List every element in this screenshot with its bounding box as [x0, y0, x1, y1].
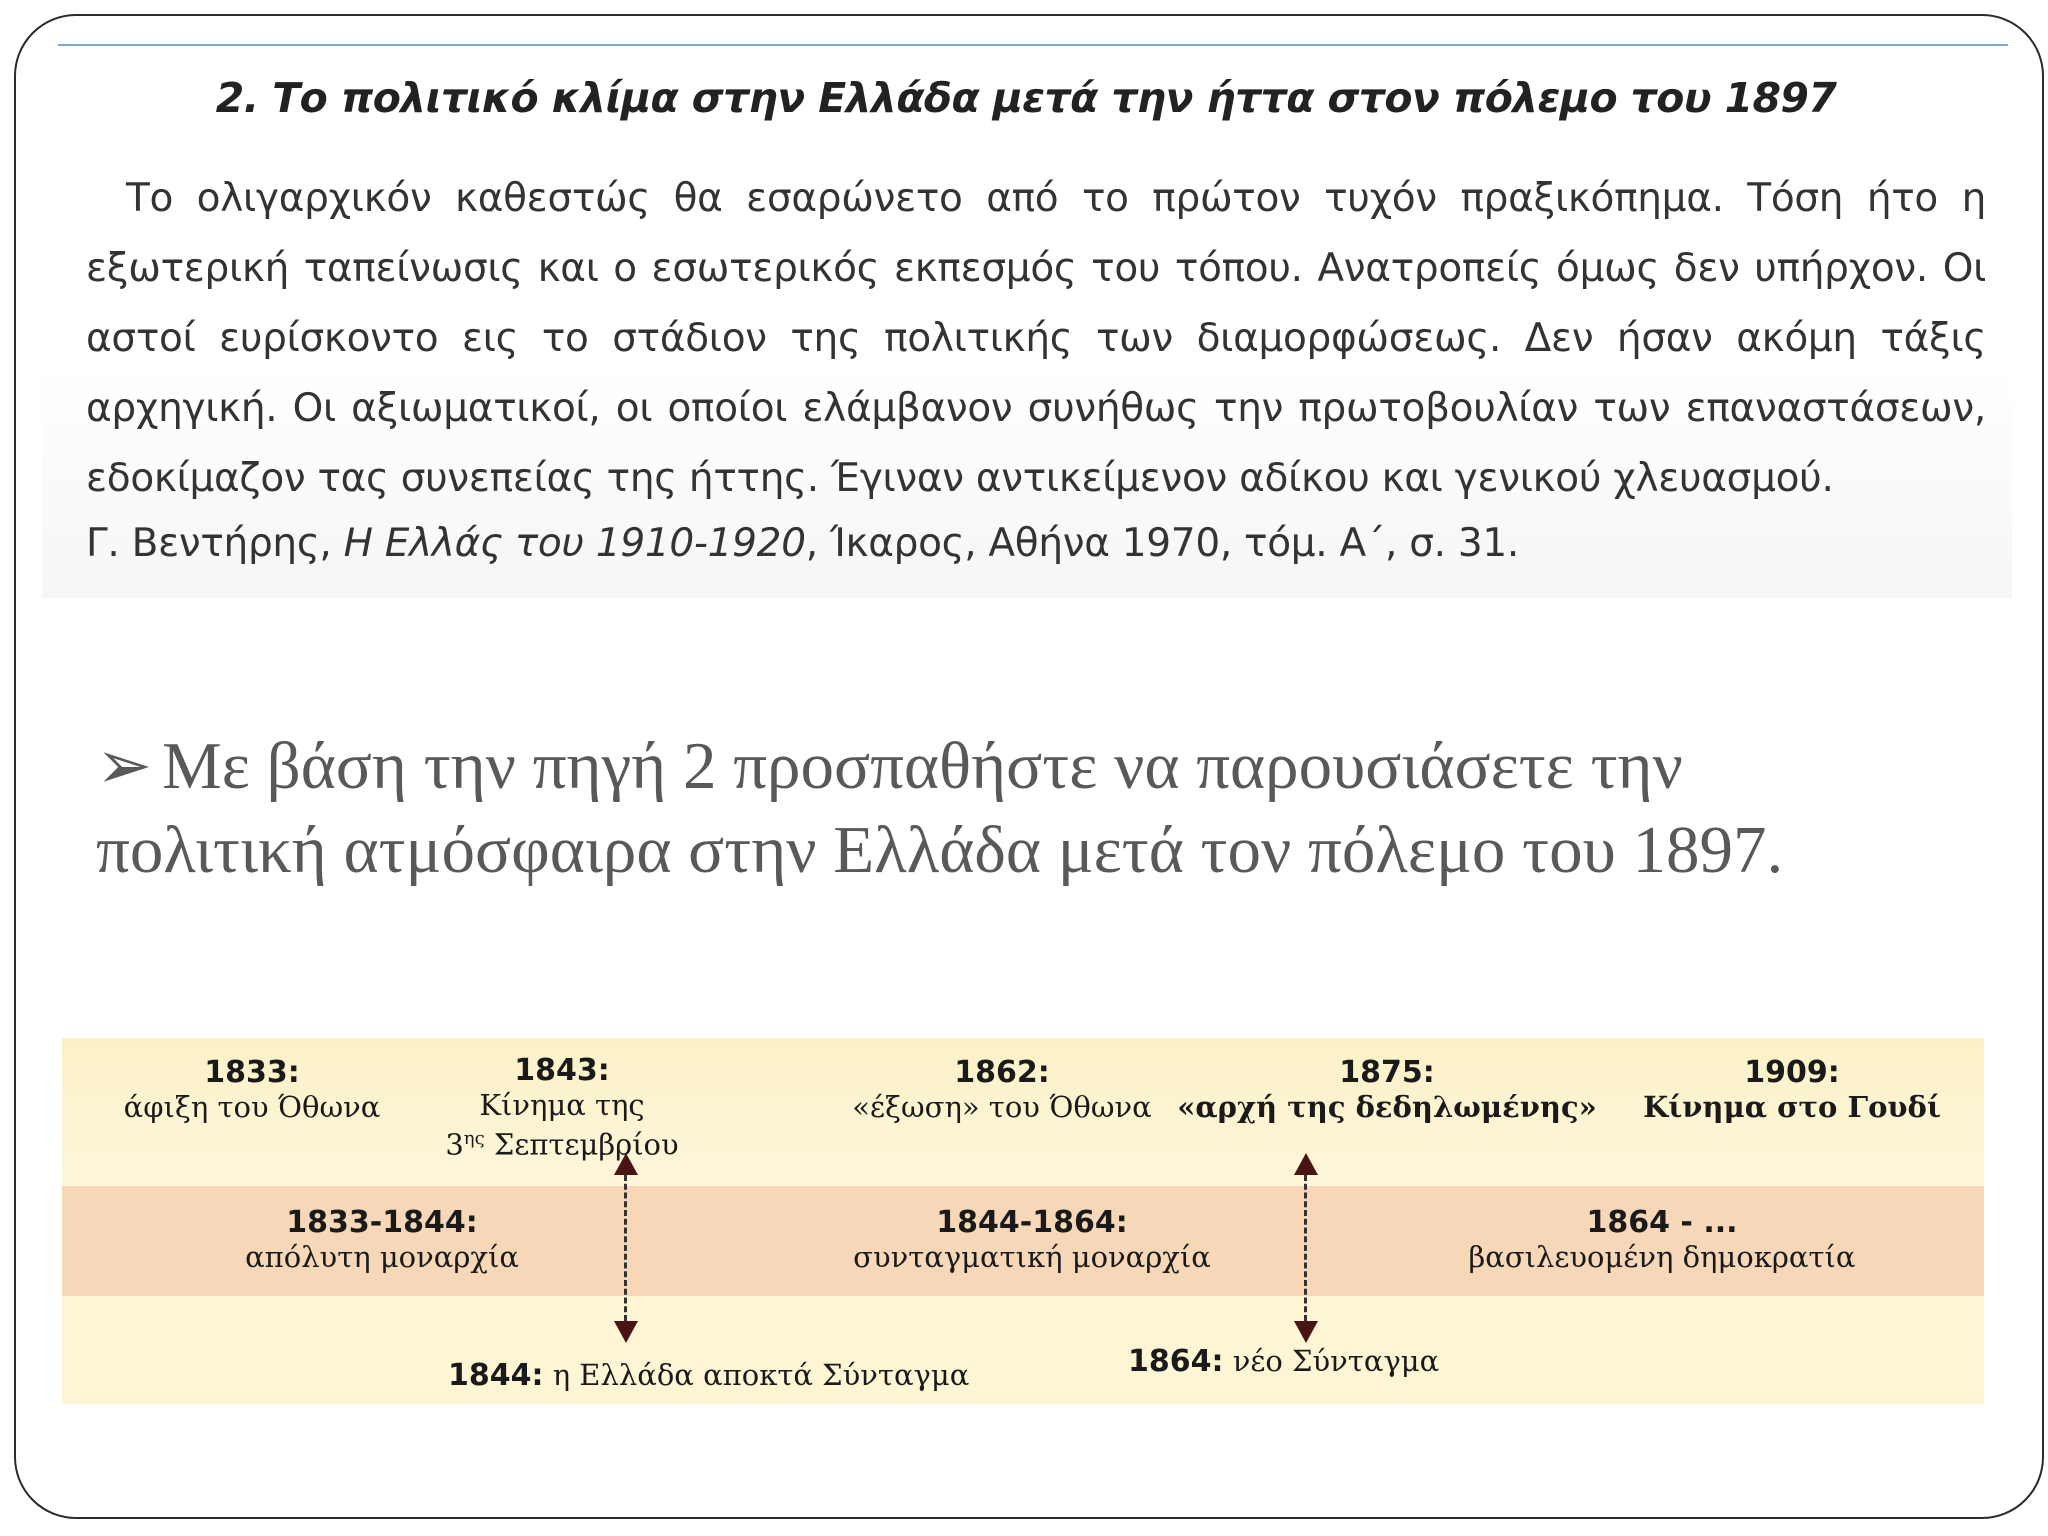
timeline-period-constitutional-monarchy: 1844-1864: συνταγματική μοναρχία [853, 1205, 1211, 1274]
timeline-period-absolute-monarchy: 1833-1844: απόλυτη μοναρχία [245, 1205, 519, 1274]
slide-frame [14, 14, 2044, 1519]
double-arrow-icon [610, 1153, 640, 1343]
timeline-event-1875: 1875: «αρχή της δεδηλωμένης» [1177, 1055, 1597, 1124]
source-text [86, 164, 1986, 514]
arrow-bullet-icon: ➢ [96, 729, 153, 803]
citation-author: Γ. Βεντήρης, [86, 521, 344, 566]
timeline-event-1844-constitution: 1844: η Ελλάδα αποκτά Σύνταγμα [448, 1358, 970, 1393]
top-divider [58, 44, 2008, 46]
timeline-constitutions-band [62, 1296, 1984, 1404]
timeline-event-1833: 1833: άφιξη του Όθωνα [123, 1055, 381, 1124]
question-text: Με βάση την πηγή 2 προσπαθήστε να παρουσιάσετε την πολιτική ατμόσφαιρα στην Ελλάδα μετά τον πόλεμο του 1897. [96, 729, 1784, 887]
timeline-event-1909: 1909: Κίνημα στο Γουδί [1643, 1055, 1941, 1124]
timeline-event-1864-constitution: 1864: νέο Σύνταγμα [1128, 1344, 1440, 1379]
timeline-event-1862: 1862: «έξωση» του Όθωνα [852, 1055, 1152, 1124]
double-arrow-icon [1290, 1153, 1320, 1343]
citation-details: , Ίκαρος, Αθήνα 1970, τόμ. Α΄, σ. 31. [805, 521, 1519, 566]
source-citation [86, 521, 1986, 566]
source-title: 2. Το πολιτικό κλίμα στην Ελλάδα μετά την ήττα στον πόλεμο του 1897 [215, 74, 1837, 122]
timeline [62, 1038, 1984, 1404]
source-paragraph: Το ολιγαρχικόν καθεστώς θα εσαρώνετο από το πρώτον τυχόν πραξικόπημα. Τόση ήτο η εξωτερική ταπείνωσις και ο εσωτερικός εκπεσμός του τόπου. Ανατροπείς όμως δεν υπήρχον. Οι αστοί ευρίσκοντο εις το στάδιον της πολιτικής των διαμορφώσεως. Δεν ήσαν ακόμη τάξις αρχηγική. Οι αξιωματικοί, οι οποίοι ελάμβανον συνήθως την πρωτοβουλίαν των επαναστάσεων, εδοκίμαζον τας συνεπείας της ήττης. Έγιναν αντικείμενον αδίκου και γενικού χλευασμού. [86, 176, 1986, 501]
timeline-event-1843: 1843: Κίνημα της $3^{\eta\varsigma}$ Σεπτεμβρίου [445, 1053, 679, 1162]
timeline-period-crowned-democracy: 1864 - ... βασιλευομένη δημοκρατία [1468, 1205, 1856, 1274]
question-bullet [96, 724, 1926, 892]
citation-title: Η Ελλάς του 1910-1920 [343, 521, 806, 566]
